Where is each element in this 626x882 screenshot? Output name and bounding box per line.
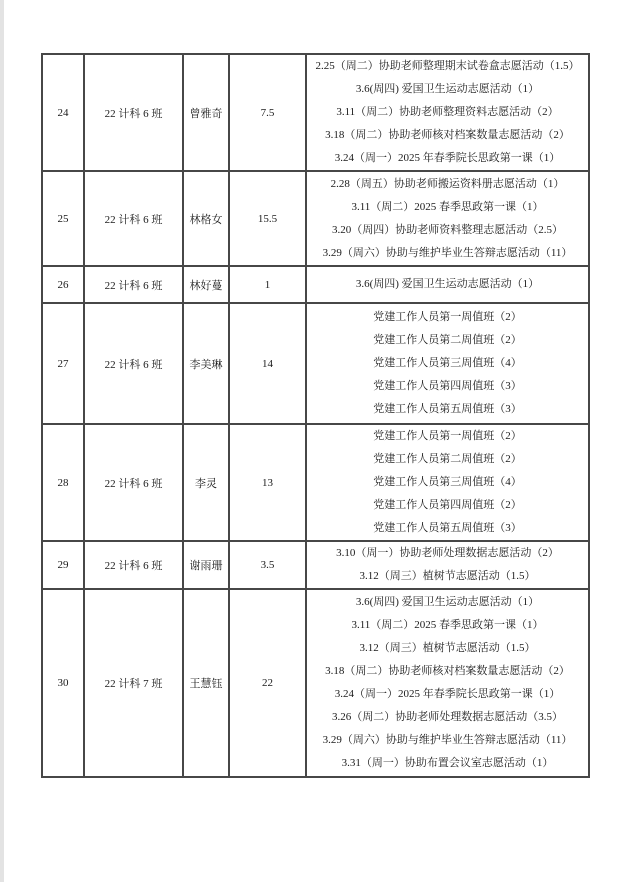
cell-activities bbox=[306, 424, 589, 541]
volunteer-records-table bbox=[41, 53, 590, 778]
cell-class-name: 22 计科 6 班 bbox=[84, 541, 183, 589]
cell-class-name: 22 计科 6 班 bbox=[84, 303, 183, 424]
activity-line: 党建工作人员第三周值班（4） bbox=[373, 476, 522, 488]
activity-line: 3.31（周一）协助布置会议室志愿活动（1） bbox=[341, 757, 554, 769]
cell-serial-number: 27 bbox=[42, 303, 84, 424]
table-row bbox=[42, 541, 589, 589]
cell-serial-number: 29 bbox=[42, 541, 84, 589]
table-row bbox=[42, 54, 589, 171]
cell-total-hours: 3.5 bbox=[229, 541, 306, 589]
activity-line: 党建工作人员第二周值班（2） bbox=[373, 453, 522, 465]
activity-line: 3.24（周一）2025 年春季院长思政第一课（1） bbox=[334, 688, 561, 700]
cell-student-name: 李美琳 bbox=[183, 303, 229, 424]
activity-line: 2.28（周五）协助老师搬运资料册志愿活动（1） bbox=[330, 177, 565, 190]
activity-line: 3.20（周四）协助老师资料整理志愿活动（2.5） bbox=[332, 223, 563, 236]
cell-total-hours: 22 bbox=[229, 589, 306, 777]
cell-student-name: 李灵 bbox=[183, 424, 229, 541]
cell-total-hours: 14 bbox=[229, 303, 306, 424]
table-body bbox=[42, 54, 589, 777]
cell-activities bbox=[306, 266, 589, 303]
cell-activities bbox=[306, 171, 589, 266]
cell-class-name: 22 计科 6 班 bbox=[84, 171, 183, 266]
cell-class-name: 22 计科 6 班 bbox=[84, 54, 183, 171]
activity-line: 3.6(周四) 爱国卫生运动志愿活动（1） bbox=[355, 596, 540, 608]
cell-serial-number: 26 bbox=[42, 266, 84, 303]
activity-line: 党建工作人员第四周值班（2） bbox=[373, 499, 522, 511]
activity-line: 3.29（周六）协助与维护毕业生答辩志愿活动（11） bbox=[322, 246, 573, 259]
activity-line: 3.11（周二）2025 春季思政第一课（1） bbox=[351, 200, 544, 213]
activity-line: 3.10（周一）协助老师处理数据志愿活动（2） bbox=[336, 547, 559, 559]
activity-line: 3.29（周六）协助与维护毕业生答辩志愿活动（11） bbox=[322, 734, 573, 746]
cell-student-name: 谢雨珊 bbox=[183, 541, 229, 589]
cell-serial-number: 28 bbox=[42, 424, 84, 541]
activity-line: 党建工作人员第一周值班（2） bbox=[373, 311, 522, 323]
table-row bbox=[42, 589, 589, 777]
activity-line: 3.18（周二）协助老师核对档案数量志愿活动（2） bbox=[325, 665, 570, 677]
cell-student-name: 林格女 bbox=[183, 171, 229, 266]
activity-line: 3.11（周二）协助老师整理资料志愿活动（2） bbox=[336, 106, 559, 118]
cell-serial-number: 24 bbox=[42, 54, 84, 171]
activity-line: 党建工作人员第五周值班（3） bbox=[373, 403, 522, 415]
cell-student-name: 曾雅奇 bbox=[183, 54, 229, 171]
activity-line: 3.6(周四) 爱国卫生运动志愿活动（1） bbox=[355, 278, 540, 290]
activity-line: 3.26（周二）协助老师处理数据志愿活动（3.5） bbox=[332, 711, 563, 723]
cell-student-name: 王慧钰 bbox=[183, 589, 229, 777]
table-row bbox=[42, 303, 589, 424]
activity-line: 党建工作人员第三周值班（4） bbox=[373, 357, 522, 369]
cell-serial-number: 30 bbox=[42, 589, 84, 777]
cell-total-hours: 7.5 bbox=[229, 54, 306, 171]
table-row bbox=[42, 266, 589, 303]
activity-line: 3.24（周一）2025 年春季院长思政第一课（1） bbox=[334, 152, 561, 164]
cell-activities bbox=[306, 54, 589, 171]
table-row bbox=[42, 424, 589, 541]
cell-class-name: 22 计科 7 班 bbox=[84, 589, 183, 777]
cell-class-name: 22 计科 6 班 bbox=[84, 266, 183, 303]
activity-line: 3.12（周三）植树节志愿活动（1.5） bbox=[359, 642, 536, 654]
activity-line: 党建工作人员第五周值班（3） bbox=[373, 522, 522, 534]
cell-total-hours: 1 bbox=[229, 266, 306, 303]
activity-line: 3.18（周二）协助老师核对档案数量志愿活动（2） bbox=[325, 129, 570, 141]
activity-line: 2.25（周二）协助老师整理期末试卷盒志愿活动（1.5） bbox=[315, 60, 580, 72]
activity-line: 党建工作人员第一周值班（2） bbox=[373, 430, 522, 442]
cell-total-hours: 15.5 bbox=[229, 171, 306, 266]
activity-line: 3.6(周四) 爱国卫生运动志愿活动（1） bbox=[355, 83, 540, 95]
activity-line: 党建工作人员第四周值班（3） bbox=[373, 380, 522, 392]
cell-activities bbox=[306, 541, 589, 589]
activity-line: 3.12（周三）植树节志愿活动（1.5） bbox=[359, 570, 536, 582]
activity-line: 3.11（周二）2025 春季思政第一课（1） bbox=[351, 619, 544, 631]
cell-activities bbox=[306, 589, 589, 777]
cell-activities bbox=[306, 303, 589, 424]
document-page bbox=[41, 53, 590, 778]
table-row bbox=[42, 171, 589, 266]
cell-student-name: 林好蔓 bbox=[183, 266, 229, 303]
page-edge-shadow bbox=[0, 0, 4, 882]
activity-line: 党建工作人员第二周值班（2） bbox=[373, 334, 522, 346]
cell-serial-number: 25 bbox=[42, 171, 84, 266]
cell-total-hours: 13 bbox=[229, 424, 306, 541]
cell-class-name: 22 计科 6 班 bbox=[84, 424, 183, 541]
